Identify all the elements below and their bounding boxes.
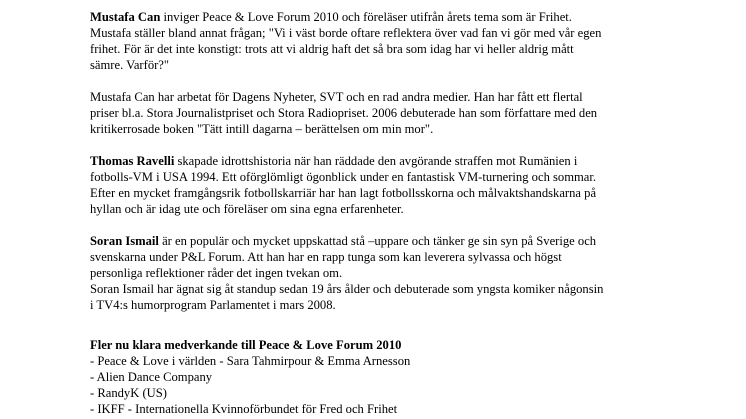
text-line: i TV4:s humorprogram Parlamentet i mars 2008. bbox=[90, 298, 336, 312]
paragraph-soran-ismail bbox=[90, 233, 710, 313]
speaker-name-mustafa-can: Mustafa Can bbox=[90, 10, 161, 24]
list-item: - IKFF - Internationella Kvinnoförbundet för Fred och Frihet bbox=[90, 402, 398, 416]
participants-heading: Fler nu klara medverkande till Peace & Love Forum 2010 bbox=[90, 338, 402, 352]
speaker-name-soran-ismail: Soran Ismail bbox=[90, 234, 159, 248]
text-line: Efter en mycket framgångsrik fotbollskarriär har han lagt fotbollsskorna och målvaktshandskarna på bbox=[90, 186, 597, 200]
list-item: - Alien Dance Company bbox=[90, 370, 213, 384]
text-line: Thomas Ravelli skapade idrottshistoria när han räddade den avgörande straffen mot Rumänien i bbox=[90, 154, 578, 168]
text-line: Mustafa Can har arbetat för Dagens Nyheter, SVT och en rad andra medier. Han har fått ett flertal bbox=[90, 90, 583, 104]
participants-section bbox=[90, 337, 710, 417]
text-line: sämre. Varför?" bbox=[90, 58, 170, 72]
speaker-name-thomas-ravelli: Thomas Ravelli bbox=[90, 154, 175, 168]
text-line: kritikerrosade boken "Tätt intill dagarna – berättelsen om min mor". bbox=[90, 122, 434, 136]
text-line: Mustafa ställer bland annat frågan; "Vi i väst borde oftare reflektera över vad fan vi gör med vår egen bbox=[90, 26, 602, 40]
text-line: hyllan och är idag ute och föreläser om sina egna erfarenheter. bbox=[90, 202, 404, 216]
text-line: personliga reflektioner råder det ingen tvekan om. bbox=[90, 266, 343, 280]
list-item: - RandyK (US) bbox=[90, 386, 167, 400]
paragraph-thomas-ravelli bbox=[90, 153, 710, 217]
list-item: - Peace & Love i världen - Sara Tahmirpour & Emma Arnesson bbox=[90, 354, 411, 368]
text-line: Soran Ismail är en populär och mycket uppskattad stå –uppare och tänker ge sin syn på Sverige och bbox=[90, 234, 597, 248]
paragraph-mustafa-can-bio bbox=[90, 89, 710, 137]
text-line: Soran Ismail har ägnat sig åt standup sedan 19 års ålder och debuterade som yngsta komiker någonsin bbox=[90, 282, 604, 296]
paragraph-mustafa-can-intro bbox=[90, 9, 710, 73]
text-line: svenskarna under P&L Forum. Att han har en rapp tunga som kan leverera sylvassa och högst bbox=[90, 250, 562, 264]
text-line: Mustafa Can inviger Peace & Love Forum 2010 och föreläser utifrån årets tema som är Frihet. bbox=[90, 10, 572, 24]
text-line: fotbolls-VM i USA 1994. Ett oförglömligt ögonblick under en fantastisk VM-turnering och sommar. bbox=[90, 170, 597, 184]
text-line: frihet. För är det inte konstigt: trots att vi aldrig haft det så bra som idag har vi heller aldrig mått bbox=[90, 42, 574, 56]
text-line: priser bl.a. Stora Journalistpriset och Stora Radiopriset. 2006 debuterade han som författare med den bbox=[90, 106, 598, 120]
